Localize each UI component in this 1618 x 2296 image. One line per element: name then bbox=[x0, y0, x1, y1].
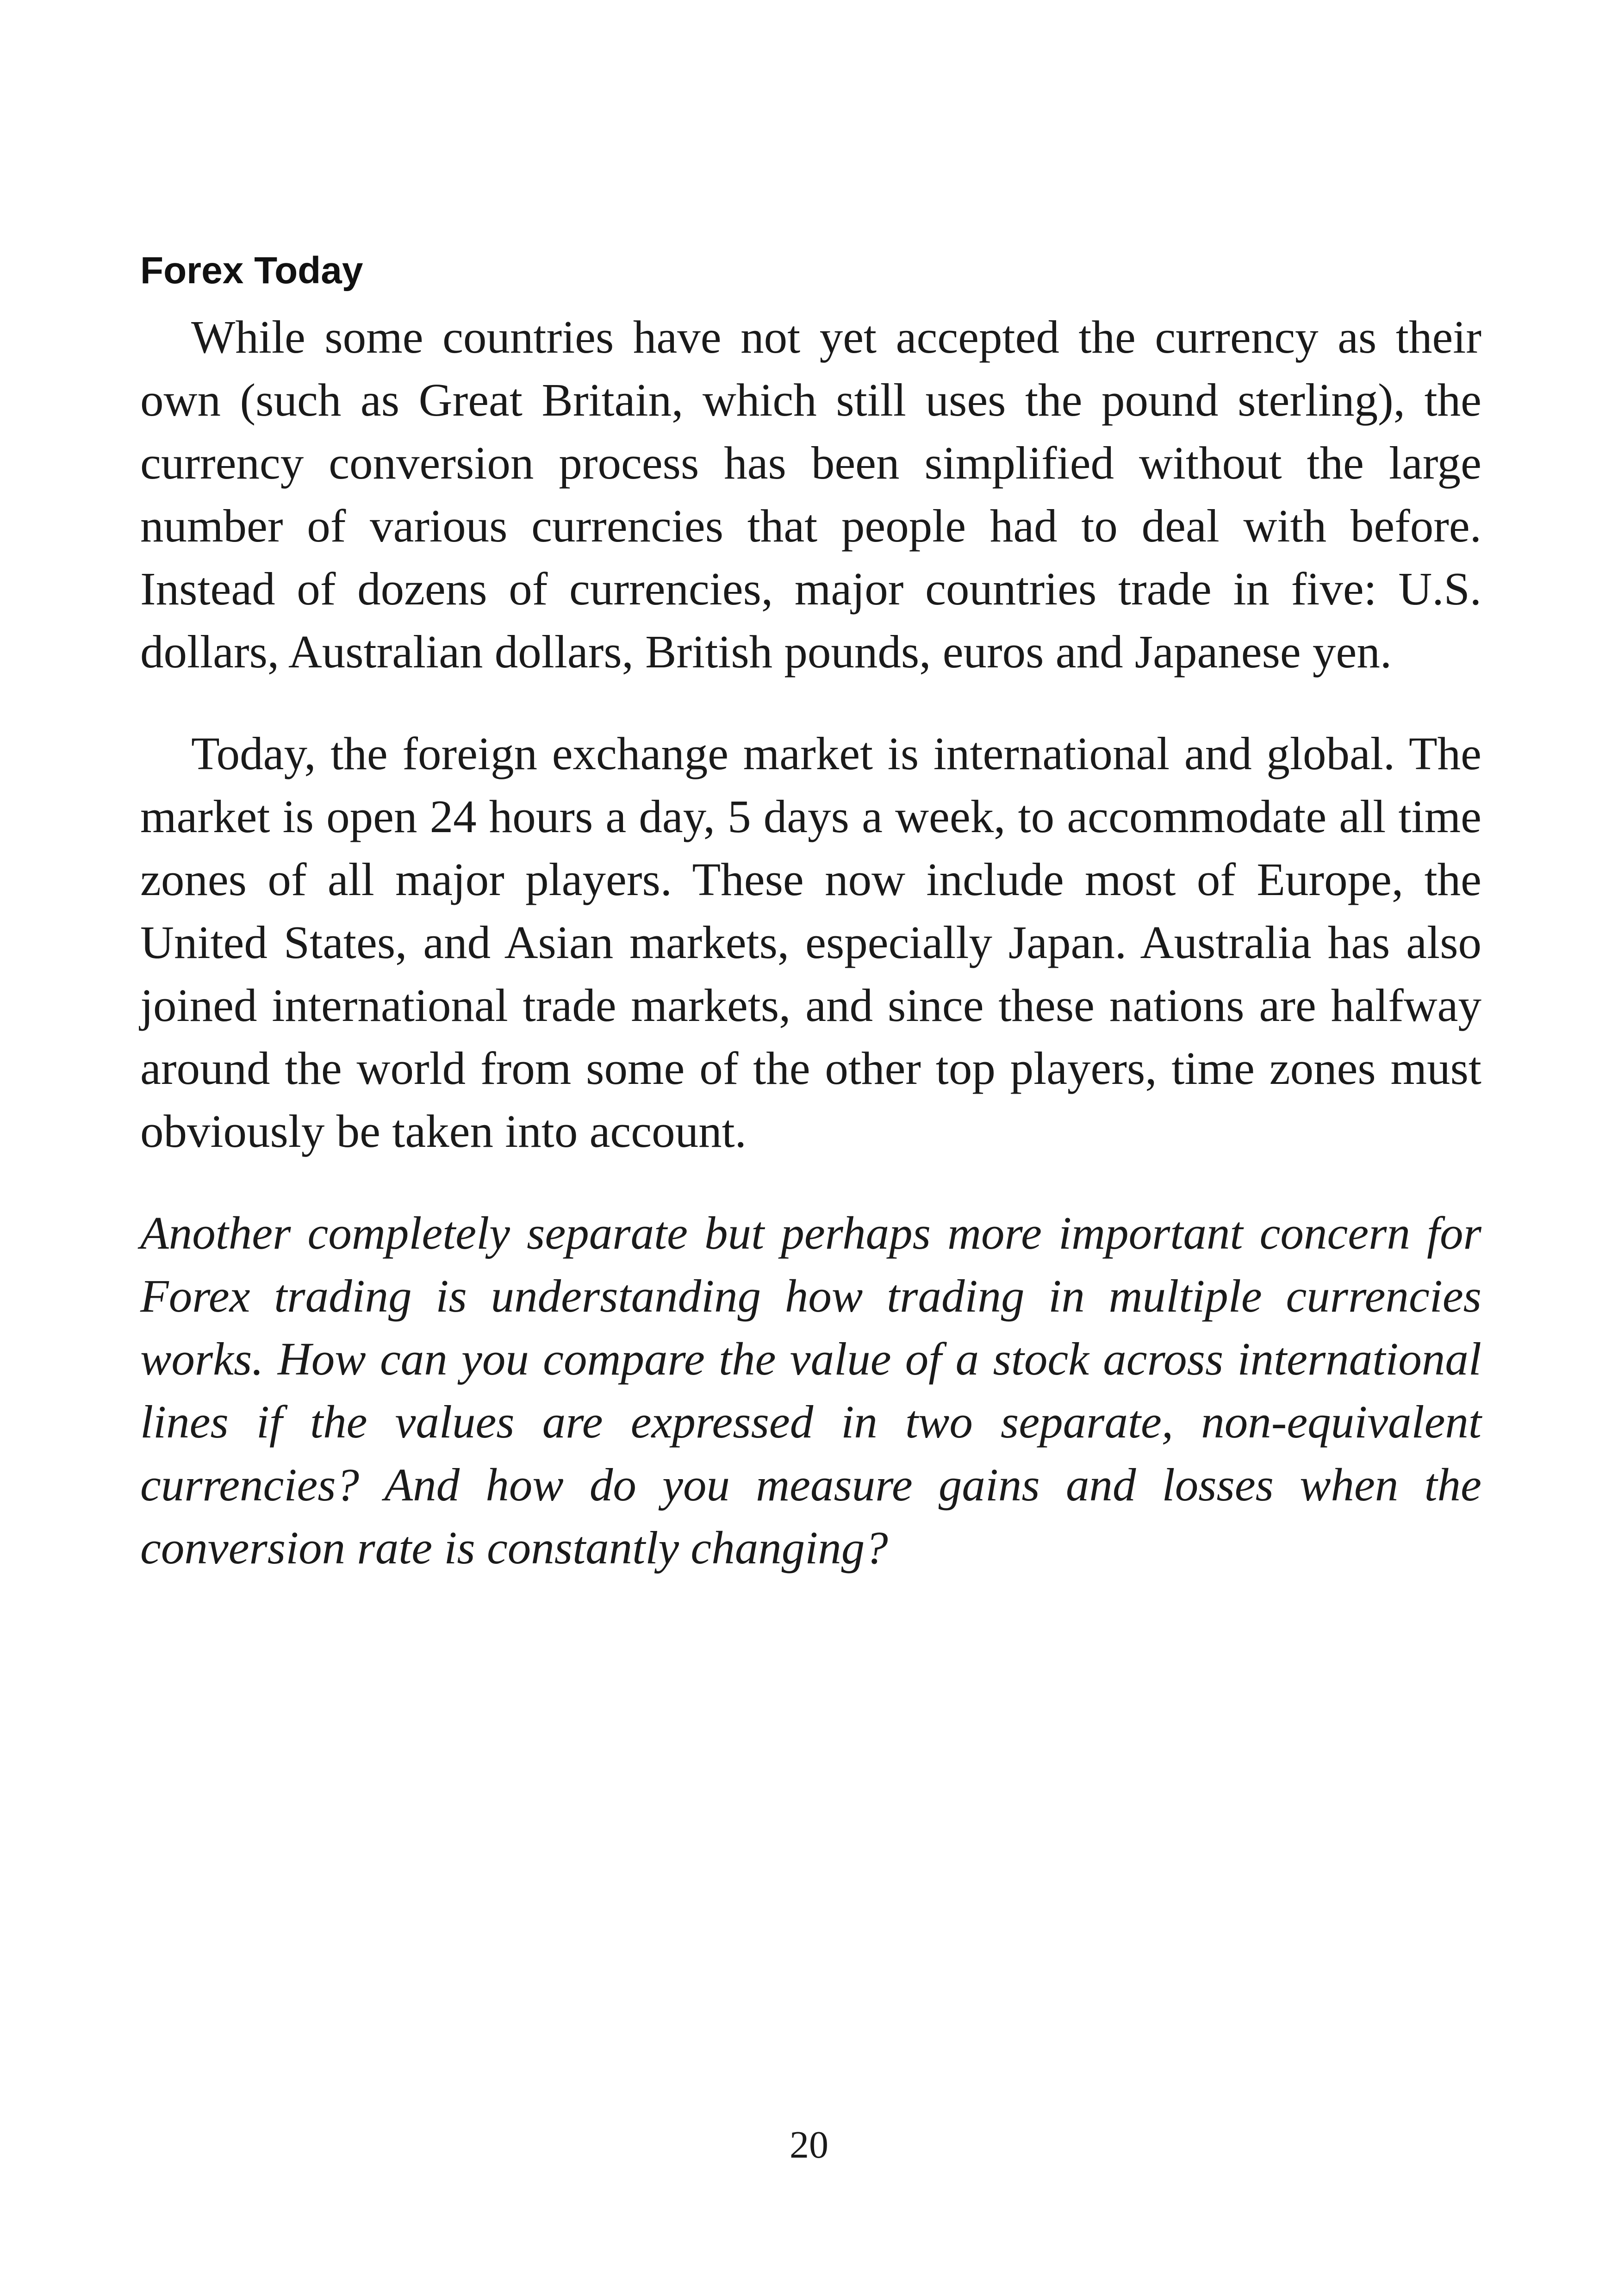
body-paragraph: While some countries have not yet accepted the currency as their own (such as Great Britain, which still uses the pound sterling), the currency conversion process has been simplified without the large number of various currencies that people had to deal with before. Instead of dozens of currencies, major countries trade in five: U.S. dollars, Australian dollars, British pounds, euros and Japanese yen. bbox=[140, 311, 1481, 678]
page-content bbox=[140, 245, 1481, 1579]
italic-paragraph: Another completely separate but perhaps more important concern for Forex trading is understanding how trading in multiple currencies works. How can you compare the value of a stock across international lines if the values are expressed in two separate, non-equivalent currencies? And how do you measure gains and losses when the conversion rate is constantly changing? bbox=[140, 1207, 1481, 1574]
page-number: 20 bbox=[790, 2123, 828, 2166]
body-paragraph: Today, the foreign exchange market is international and global. The market is open 24 hours a day, 5 days a week, to accommodate all time zones of all major players. These now include most of Europe, the United States, and Asian markets, especially Japan. Australia has also joined international trade markets, and since these nations are halfway around the world from some of the other top players, time zones must obviously be taken into account. bbox=[140, 728, 1481, 1157]
section-heading: Forex Today bbox=[140, 249, 363, 292]
